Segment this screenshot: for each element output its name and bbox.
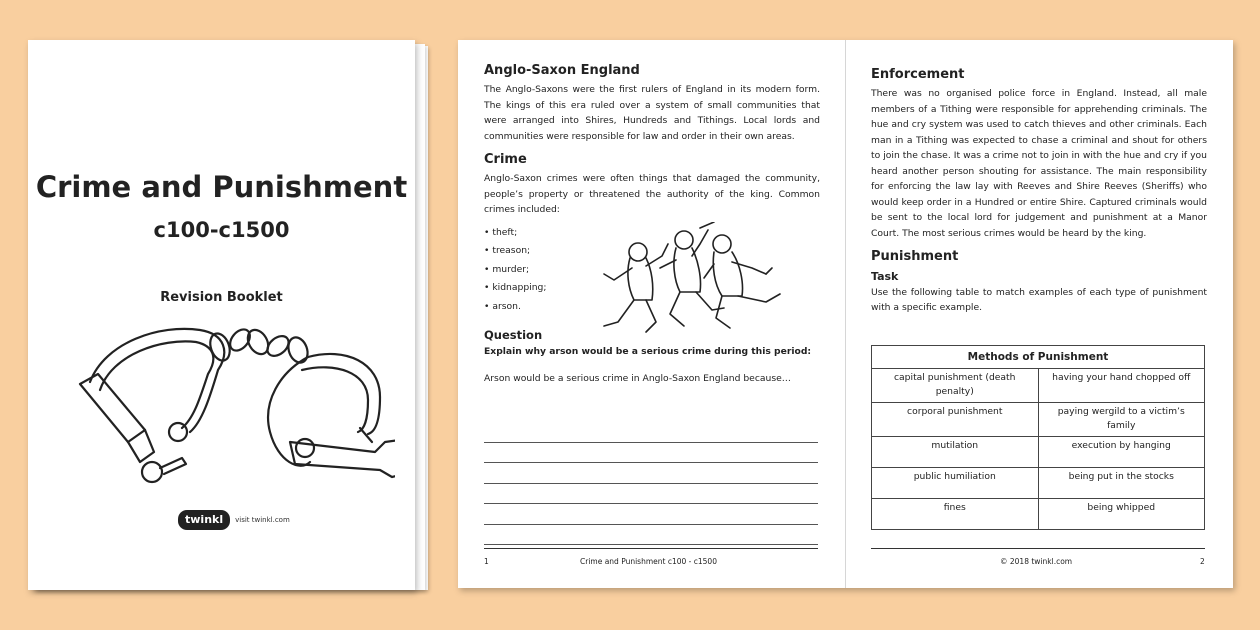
table-cell: mutilation bbox=[872, 437, 1039, 468]
list-item: • kidnapping; bbox=[484, 279, 820, 298]
table-cell: public humiliation bbox=[872, 468, 1039, 499]
table-row bbox=[872, 403, 1205, 437]
right-page-content bbox=[871, 66, 1207, 316]
fleeing-figures-illustration-icon bbox=[596, 222, 812, 338]
answer-line[interactable] bbox=[484, 422, 818, 443]
methods-of-punishment-table bbox=[871, 345, 1205, 530]
spread-fold bbox=[845, 40, 846, 588]
answer-lines bbox=[484, 422, 818, 545]
enforcement-heading: Enforcement bbox=[871, 67, 965, 82]
anglo-saxon-heading: Anglo-Saxon England bbox=[484, 63, 640, 78]
anglo-saxon-body: The Anglo-Saxons were the first rulers of England in its modern form. The kings of this era ruled over a system of small communities that were arranged into Shires, Hundreds and Tithings. Local lords and communities were responsible for law and order in their own areas. bbox=[484, 84, 820, 142]
list-item: • theft; bbox=[484, 224, 820, 243]
table-row bbox=[872, 499, 1205, 530]
crime-heading: Crime bbox=[484, 152, 527, 167]
left-footer-rule bbox=[484, 548, 818, 549]
cover-booklet-label: Revision Booklet bbox=[160, 290, 283, 305]
table-row bbox=[872, 437, 1205, 468]
visit-link-text: visit twinkl.com bbox=[235, 516, 290, 524]
table-cell: being put in the stocks bbox=[1038, 468, 1205, 499]
table-cell: being whipped bbox=[1038, 499, 1205, 530]
left-footer-title: Crime and Punishment c100 - c1500 bbox=[580, 557, 717, 566]
table-title: Methods of Punishment bbox=[872, 346, 1205, 369]
table-cell: execution by hanging bbox=[1038, 437, 1205, 468]
right-page-number: 2 bbox=[1200, 557, 1205, 566]
table-cell: fines bbox=[872, 499, 1039, 530]
table-row bbox=[872, 468, 1205, 499]
task-text: Use the following table to match examples of each type of punishment with a specific example. bbox=[871, 286, 1207, 313]
handcuffs-illustration-icon bbox=[50, 312, 395, 507]
answer-line[interactable] bbox=[484, 484, 818, 505]
answer-line[interactable] bbox=[484, 443, 818, 464]
twinkl-brand bbox=[178, 510, 290, 530]
table-cell: having your hand chopped off bbox=[1038, 369, 1205, 403]
task-heading: Task bbox=[871, 270, 899, 283]
answer-line[interactable] bbox=[484, 525, 818, 546]
left-page-number: 1 bbox=[484, 557, 489, 566]
enforcement-body: There was no organised police force in England. Instead, all male members of a Tithing were responsible for apprehending criminals. The hue and cry system was used to catch thieves and other criminals. Each man in a Tithing was expected to chase a criminal and shout for others to join the chase. It was a crime not to join in with the hue and cry if you heard another person shouting for assistance. The main responsibility for enforcing the law lay with Reeves and Shire Reeves (Sheriffs) who would keep order in a Hundred or entire Shire. Captured criminals would be sent to the local lord for judgement and punishment at a Manor Court. The most serious crimes would be heard by the king. bbox=[871, 88, 1207, 239]
table-cell: paying wergild to a victim’s family bbox=[1038, 403, 1205, 437]
answer-line[interactable] bbox=[484, 504, 818, 525]
right-footer-rule bbox=[871, 548, 1205, 549]
list-item: • arson. bbox=[484, 298, 820, 317]
copyright-text: © 2018 twinkl.com bbox=[1000, 557, 1073, 566]
list-item: • treason; bbox=[484, 242, 820, 261]
twinkl-logo: twinkl bbox=[178, 510, 230, 530]
question-heading: Question bbox=[484, 328, 543, 342]
table-row bbox=[872, 369, 1205, 403]
booklet-cover bbox=[28, 40, 415, 590]
answer-start: Arson would be a serious crime in Anglo-Saxon England because… bbox=[484, 373, 791, 384]
punishment-heading: Punishment bbox=[871, 249, 959, 264]
cover-title: Crime and Punishment bbox=[35, 170, 408, 204]
list-item: • murder; bbox=[484, 261, 820, 280]
crime-body: Anglo-Saxon crimes were often things that damaged the community, people’s property or threatened the authority of the king. Common crimes included: bbox=[484, 173, 820, 215]
question-prompt: Explain why arson would be a serious crime during this period: bbox=[484, 345, 812, 357]
table-cell: capital punishment (death penalty) bbox=[872, 369, 1039, 403]
table-cell: corporal punishment bbox=[872, 403, 1039, 437]
answer-line[interactable] bbox=[484, 463, 818, 484]
cover-subtitle: c100-c1500 bbox=[153, 218, 290, 242]
